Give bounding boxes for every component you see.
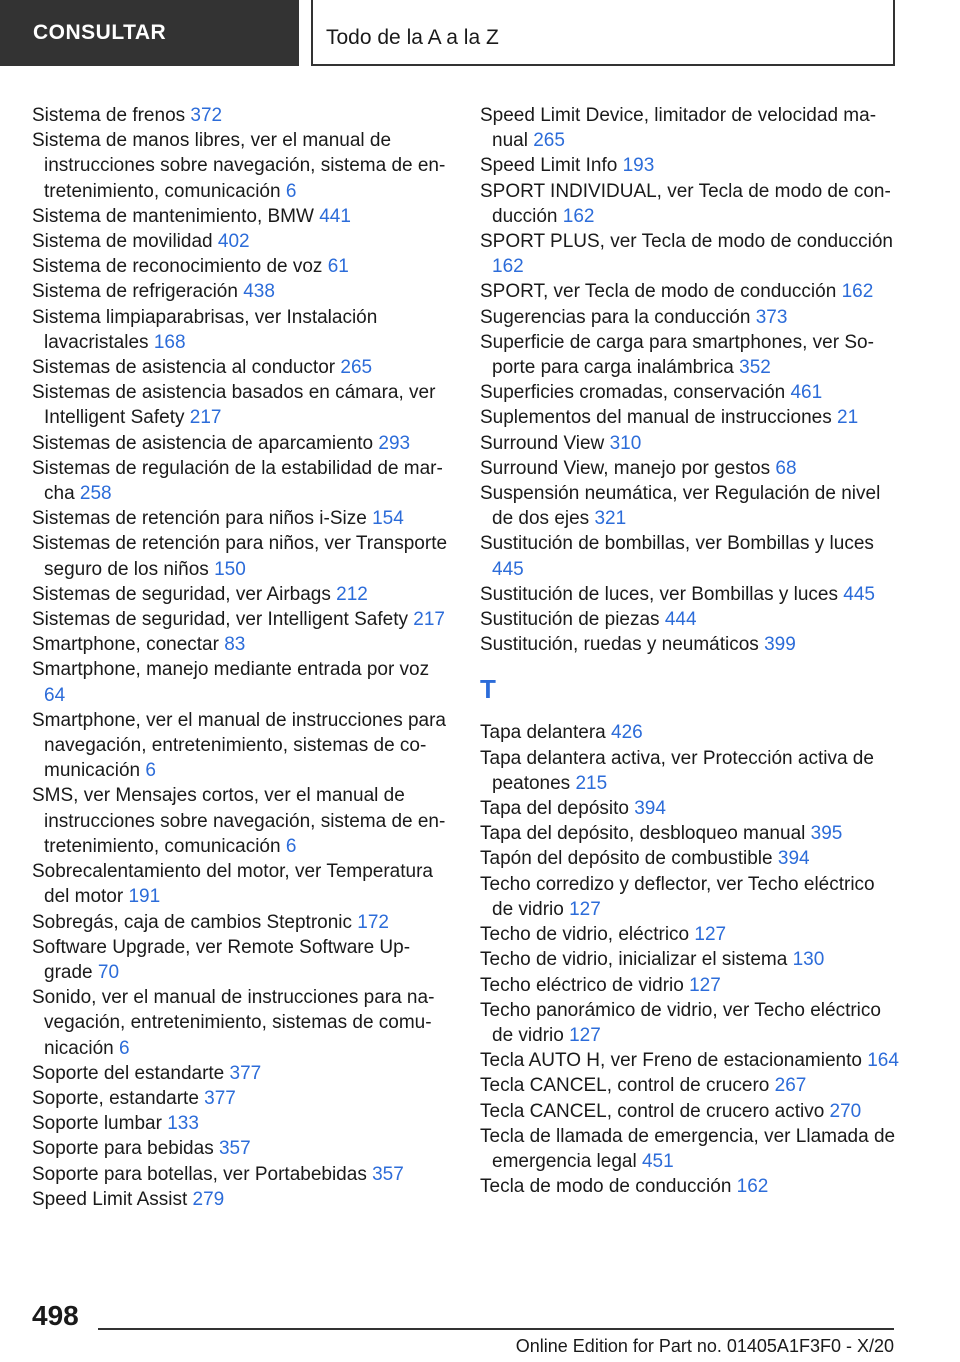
index-entry-page-link[interactable]: 150 [214, 558, 246, 580]
index-entry-term: Sobregás, caja de cambios Steptronic [32, 911, 353, 933]
index-entry-page-link[interactable]: 6 [285, 180, 297, 202]
index-entry [480, 103, 900, 153]
index-entry [32, 229, 452, 254]
index-entry [480, 607, 900, 632]
index-entry [32, 607, 452, 632]
index-entry [480, 796, 900, 821]
index-entry-page-link[interactable]: 451 [641, 1150, 674, 1172]
index-entry-term: Suspensión neumática, ver Regulación de nivel de dos ejes [480, 483, 881, 530]
index-entry-term: Techo de vidrio, inicializar el sistema [480, 949, 788, 971]
header-divider [311, 0, 313, 66]
index-entry [480, 1073, 900, 1098]
index-entry [480, 153, 900, 178]
index-column-right [480, 103, 900, 1199]
index-entry [480, 305, 900, 330]
index-entry-page-link[interactable]: 162 [562, 205, 595, 227]
index-entry [480, 431, 900, 456]
index-entry-page-link[interactable]: 191 [128, 886, 161, 908]
index-entry-term: Superficies cromadas, conservación [480, 382, 786, 404]
index-entry-page-link[interactable]: 70 [97, 961, 120, 983]
index-entry-page-link[interactable]: 357 [218, 1138, 251, 1160]
index-entry [32, 910, 452, 935]
index-entry [480, 846, 900, 871]
index-entry-page-link[interactable]: 373 [755, 306, 788, 328]
index-entry-term: Tecla CANCEL, control de crucero activo [480, 1100, 825, 1122]
index-entry [32, 1187, 452, 1212]
index-entry-page-link[interactable]: 402 [217, 231, 250, 253]
index-entry-page-link[interactable]: 21 [837, 407, 859, 429]
index-entry [480, 821, 900, 846]
index-entry-term: Tecla CANCEL, control de crucero [480, 1075, 770, 1097]
index-entry-term: Sustitución de piezas [480, 609, 660, 631]
index-entry [32, 506, 452, 531]
index-entry [480, 922, 900, 947]
index-entry-page-link[interactable]: 394 [634, 798, 666, 820]
index-entry [480, 1124, 900, 1174]
index-entry-term: Sistemas de seguridad, ver Intelligent Safety [32, 609, 408, 631]
index-entry-term: Sustitución de bombillas, ver Bombillas y luces [480, 533, 874, 555]
index-entry-page-link[interactable]: 438 [243, 281, 275, 303]
index-entry-page-link[interactable]: 127 [689, 974, 721, 996]
index-entry-page-link[interactable]: 444 [664, 609, 697, 631]
index-entry [480, 456, 900, 481]
index-entry-term: Tecla de llamada de emergencia, ver Llamada de emergencia legal [480, 1125, 896, 1172]
index-entry-page-link[interactable]: 6 [119, 1037, 130, 1059]
index-entry-page-link[interactable]: 293 [378, 432, 411, 454]
index-entry-page-link[interactable]: 68 [775, 457, 797, 479]
index-entry-page-link[interactable]: 127 [694, 924, 727, 946]
index-entry [32, 582, 452, 607]
index-entry-term: Sugerencias para la conducción [480, 306, 751, 328]
footer-divider [98, 1328, 894, 1330]
index-entry-page-link[interactable]: 441 [319, 205, 351, 227]
index-entry [480, 632, 900, 657]
index-entry [480, 1048, 900, 1073]
index-entry-page-link[interactable]: 426 [611, 722, 643, 744]
index-entry-term: Techo eléctrico de vidrio [480, 974, 684, 996]
section-tab-label: CONSULTAR [33, 21, 167, 44]
index-entry-page-link[interactable]: 445 [843, 583, 875, 605]
index-entry [32, 859, 452, 909]
index-entry-page-link[interactable]: 83 [224, 634, 246, 656]
index-entry-page-link[interactable]: 445 [492, 558, 524, 580]
index-entry-page-link[interactable]: 394 [777, 848, 810, 870]
index-entry-term: Smartphone, manejo mediante entrada por voz [32, 659, 430, 681]
index-entry-term: Sistema de mantenimiento, BMW [32, 205, 314, 227]
index-entry [32, 355, 452, 380]
index-entry [32, 657, 452, 707]
index-entry [480, 582, 900, 607]
index-entry-term: Techo de vidrio, eléctrico [480, 924, 690, 946]
index-entry-term: Sistema de frenos [32, 105, 186, 126]
index-entry [480, 1099, 900, 1124]
index-entry-page-link[interactable]: 162 [841, 281, 874, 303]
index-entry-term: Tapa delantera [480, 722, 606, 744]
index-entry-page-link[interactable]: 64 [44, 684, 66, 706]
page-number: 498 [32, 1300, 79, 1331]
index-entry-term: Sistema de movilidad [32, 231, 213, 253]
index-entry-term: Sistema limpiaparabrisas, ver Instalación lavacristales [32, 306, 378, 353]
index-entry-page-link[interactable]: 377 [229, 1062, 262, 1084]
index-entry-term: Superficie de carga para smartphones, ver Soporte para carga inalámbrica [480, 331, 874, 379]
index-entry-term: Sonido, ver el manual de instrucciones para navegación, entretenimiento, sistemas de comunicación [32, 987, 435, 1059]
index-entry-term: SPORT, ver Tecla de modo de conducción [480, 281, 837, 303]
index-entry [480, 947, 900, 972]
index-column-left [32, 103, 452, 1212]
index-entry [32, 456, 452, 506]
index-entry-page-link[interactable]: 193 [622, 155, 655, 177]
index-entry [480, 380, 900, 405]
index-entry-page-link[interactable]: 217 [189, 407, 222, 429]
index-entry [480, 720, 900, 745]
index-entry-term: Tapa del depósito, desbloqueo manual [480, 823, 806, 845]
index-entry [32, 632, 452, 657]
index-entry-term: Tecla AUTO H, ver Freno de estacionamiento [480, 1050, 862, 1072]
index-entry-term: Sistemas de asistencia basados en cámara, ver Intelligent Safety [32, 382, 436, 429]
index-entry-term: Surround View, manejo por gestos [480, 457, 771, 479]
index-entry-page-link[interactable]: 461 [790, 382, 823, 404]
index-entry-page-link[interactable]: 212 [336, 583, 368, 605]
index-entry-page-link[interactable]: 352 [739, 357, 771, 379]
header-underline [311, 64, 895, 66]
index-entry-term: Sistema de refrigeración [32, 281, 238, 303]
index-entry-term: Smartphone, conectar [32, 634, 219, 656]
index-entry-page-link[interactable]: 162 [492, 256, 524, 278]
index-entry [32, 431, 452, 456]
index-entry-term: Soporte lumbar [32, 1113, 162, 1135]
index-entry-page-link[interactable]: 168 [153, 331, 186, 353]
header-end-divider [893, 0, 895, 66]
index-entry-term: Speed Limit Assist [32, 1188, 188, 1210]
index-entry [480, 229, 900, 279]
index-entry [480, 405, 900, 430]
index-entry [32, 708, 452, 784]
index-entry-term: Tapa del depósito [480, 798, 629, 820]
index-entry-term: Sistema de reconocimiento de voz [32, 256, 323, 278]
index-entry [32, 1061, 452, 1086]
index-entry [480, 330, 900, 380]
index-entry-term: SMS, ver Mensajes cortos, ver el manual de instrucciones sobre navegación, sistema de entretenimiento, comunicación [32, 785, 446, 857]
index-entry-term: Sistemas de regulación de la estabilidad de marcha [32, 457, 443, 505]
footer-edition: Online Edition for Part no. 01405A1F3F0 - X/20 [515, 1336, 894, 1356]
index-entry [480, 531, 900, 581]
index-entry-page-link[interactable]: 357 [372, 1163, 404, 1185]
index-entry-page-link[interactable]: 133 [167, 1113, 199, 1135]
index-entry-page-link[interactable]: 270 [829, 1100, 862, 1122]
index-entry [32, 1111, 452, 1136]
index-entry-term: Sistemas de retención para niños i-Size [32, 508, 367, 530]
index-entry [480, 746, 900, 796]
index-entry [32, 204, 452, 229]
index-entry [32, 935, 452, 985]
index-entry-term: Smartphone, ver el manual de instrucciones para navegación, entretenimiento, sistemas de comunicación [32, 709, 447, 782]
index-entry [32, 985, 452, 1061]
index-entry-term: Sistemas de seguridad, ver Airbags [32, 583, 331, 605]
index-entry [32, 531, 452, 581]
index-entry [480, 973, 900, 998]
index-entry-page-link[interactable]: 279 [192, 1188, 225, 1210]
index-entry-page-link[interactable]: 6 [145, 760, 156, 782]
index-entry-term: SPORT INDIVIDUAL, ver Tecla de modo de conducción [480, 180, 891, 227]
index-entry-page-link[interactable]: 395 [810, 823, 843, 845]
index-entry [480, 481, 900, 531]
index-entry-term: Speed Limit Device, limitador de velocidad manual [480, 105, 877, 152]
index-entry-page-link[interactable]: 162 [736, 1176, 769, 1198]
index-entry-term: Tecla de modo de conducción [480, 1176, 732, 1198]
index-entry-term: Sistemas de retención para niños, ver Transporte seguro de los niños [32, 533, 448, 580]
index-entry [32, 305, 452, 355]
index-entry-term: Sistemas de asistencia de aparcamiento [32, 432, 374, 454]
index-entry [32, 783, 452, 859]
section-tab [0, 0, 299, 66]
index-entry [32, 128, 452, 204]
index-entry-page-link[interactable]: 372 [190, 105, 223, 126]
index-entry [32, 1136, 452, 1161]
index-entry [32, 1162, 452, 1187]
index-entry-page-link[interactable]: 377 [204, 1087, 236, 1109]
index-entry-page-link[interactable]: 399 [764, 634, 796, 656]
index-entry-term: Soporte, estandarte [32, 1087, 199, 1109]
index-entry-term: Sistema de manos libres, ver el manual de instrucciones sobre navegación, sistema de entretenimiento, comunicación [32, 130, 446, 202]
index-entry-page-link[interactable]: 164 [867, 1050, 899, 1072]
index-entry [32, 279, 452, 304]
index-entry-term: Sobrecalentamiento del motor, ver Temperatura del motor [32, 861, 433, 908]
page-title: Todo de la A a la Z [326, 26, 499, 49]
index-entry-page-link[interactable]: 321 [594, 508, 627, 530]
index-entry-page-link[interactable]: 61 [327, 256, 349, 278]
index-entry-page-link[interactable]: 265 [533, 130, 565, 152]
index-entry [480, 998, 900, 1048]
index-entry [32, 103, 452, 128]
index-entry [480, 872, 900, 922]
index-entry-term: Speed Limit Info [480, 155, 618, 177]
index-entry-term: Soporte para botellas, ver Portabebidas [32, 1163, 367, 1185]
index-entry-term: Surround View [480, 432, 605, 454]
index-entry-page-link[interactable]: 267 [774, 1075, 807, 1097]
index-entry-term: Tapón del depósito de combustible [480, 848, 773, 870]
index-entry-term: Soporte del estandarte [32, 1062, 225, 1084]
index-entry [480, 179, 900, 229]
index-entry [32, 254, 452, 279]
index-entry [480, 279, 900, 304]
index-entry-page-link[interactable]: 127 [569, 898, 601, 920]
index-entry-page-link[interactable]: 258 [79, 483, 112, 505]
index-entry [480, 1174, 900, 1199]
index-entry-term: Sistemas de asistencia al conductor [32, 357, 336, 379]
index-entry-page-link[interactable]: 130 [792, 949, 825, 971]
index-entry-page-link[interactable]: 215 [575, 772, 608, 794]
index-group-t [480, 720, 900, 1199]
index-entry-page-link[interactable]: 154 [372, 508, 404, 530]
index-entry-term: Sustitución de luces, ver Bombillas y luces [480, 583, 838, 605]
index-entry-page-link[interactable]: 6 [285, 835, 297, 857]
index-entry-page-link[interactable]: 310 [609, 432, 642, 454]
index-entry [32, 1086, 452, 1111]
index-entry-term: Software Upgrade, ver Remote Software Upgrade [32, 936, 411, 983]
index-entry-term: SPORT PLUS, ver Tecla de modo de conducción [480, 231, 893, 253]
index-entry-term: Techo panorámico de vidrio, ver Techo eléctrico de vidrio [480, 999, 881, 1046]
index-entry-page-link[interactable]: 172 [357, 911, 389, 933]
index-entry-term: Sustitución, ruedas y neumáticos [480, 634, 759, 656]
index-entry-page-link[interactable]: 127 [569, 1024, 601, 1046]
index-entry-page-link[interactable]: 265 [340, 357, 373, 379]
index-entry [32, 380, 452, 430]
index-entry-term: Suplementos del manual de instrucciones [480, 407, 832, 429]
index-entry-term: Soporte para bebidas [32, 1138, 214, 1160]
index-entry-term: Tapa delantera activa, ver Protección activa de peatones [480, 747, 874, 794]
index-entry-term: Techo corredizo y deflector, ver Techo eléctrico de vidrio [480, 873, 875, 920]
section-letter-t: T [480, 674, 496, 705]
index-group-s [480, 103, 900, 657]
index-entry-page-link[interactable]: 217 [413, 609, 445, 631]
